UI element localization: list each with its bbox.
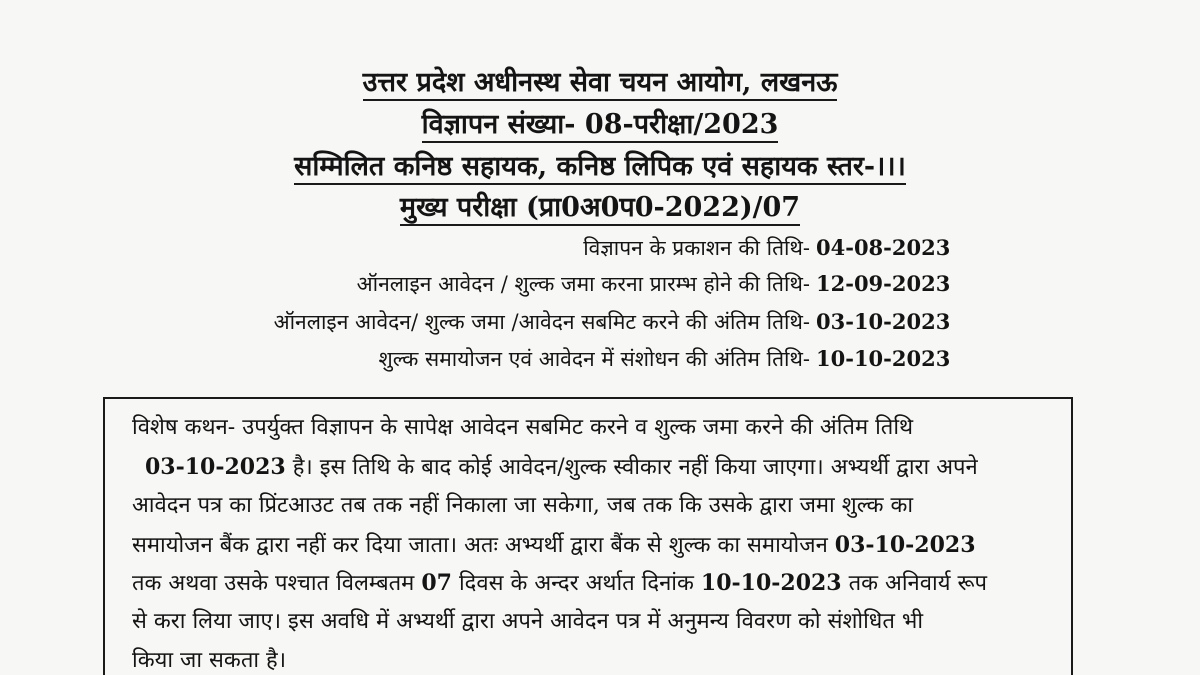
date-value: 10-10-2023 [816,346,951,371]
notice-days: 07 [421,570,452,596]
notice-date: 03-10-2023 [145,454,286,480]
exam-heading: मुख्य परीक्षा (प्रा0अ0प0-2022)/07 [0,191,1200,225]
notice-line: आवेदन पत्र का प्रिंटआउट तब तक नहीं निकाला जा सकेगा, जब तक कि उसके द्वारा जमा शुल्क का [132,493,914,518]
date-value: 03-10-2023 [816,309,951,334]
notice-line: 03-10-2023 है। इस तिथि के बाद कोई आवेदन/शुल्क स्वीकार नहीं किया जाएगा। अभ्यर्थी द्वारा अपने [145,454,978,480]
date-label: ऑनलाइन आवेदन / शुल्क जमा करना प्रारम्भ होने की तिथि- [356,272,810,296]
date-value: 04-08-2023 [816,235,951,260]
posts-heading: सम्मिलित कनिष्ठ सहायक, कनिष्ठ लिपिक एवं सहायक स्तर-।।। [0,150,1200,184]
notice-line: समायोजन बैंक द्वारा नहीं कर दिया जाता। अतः अभ्यर्थी द्वारा बैंक से शुल्क का समायोजन 03-10-2023 [132,532,976,558]
date-label: विज्ञापन के प्रकाशन की तिथि- [583,236,810,260]
date-value: 12-09-2023 [816,271,951,296]
date-row-correction-last [378,344,951,374]
notice-date: 03-10-2023 [834,532,976,558]
date-label: ऑनलाइन आवेदन/ शुल्क जमा /आवेदन सबमिट करने की अंतिम तिथि- [273,310,810,334]
date-row-application-start [356,269,951,299]
date-row-application-last [273,307,951,337]
special-notice-box [103,397,1073,675]
advertisement-number-heading: विज्ञापन संख्या- 08-परीक्षा/2023 [0,108,1200,142]
notice-line: विशेष कथन- उपर्युक्त विज्ञापन के सापेक्ष आवेदन सबमिट करने व शुल्क जमा करने की अंतिम तिथि [132,415,914,440]
notice-line: तक अथवा उसके पश्चात विलम्बतम 07 दिवस के अन्दर अर्थात दिनांक 10-10-2023 तक अनिवार्य रूप [132,570,988,596]
notice-line: किया जा सकता है। [132,648,287,673]
date-row-publication [583,233,951,263]
notice-date: 10-10-2023 [700,570,842,596]
date-label: शुल्क समायोजन एवं आवेदन में संशोधन की अंतिम तिथि- [378,347,810,371]
notice-line: से करा लिया जाए। इस अवधि में अभ्यर्थी द्वारा अपने आवेदन पत्र में अनुमन्य विवरण को संशोधित भी [132,609,924,634]
organization-heading: उत्तर प्रदेश अधीनस्थ सेवा चयन आयोग, लखनऊ [0,66,1200,100]
